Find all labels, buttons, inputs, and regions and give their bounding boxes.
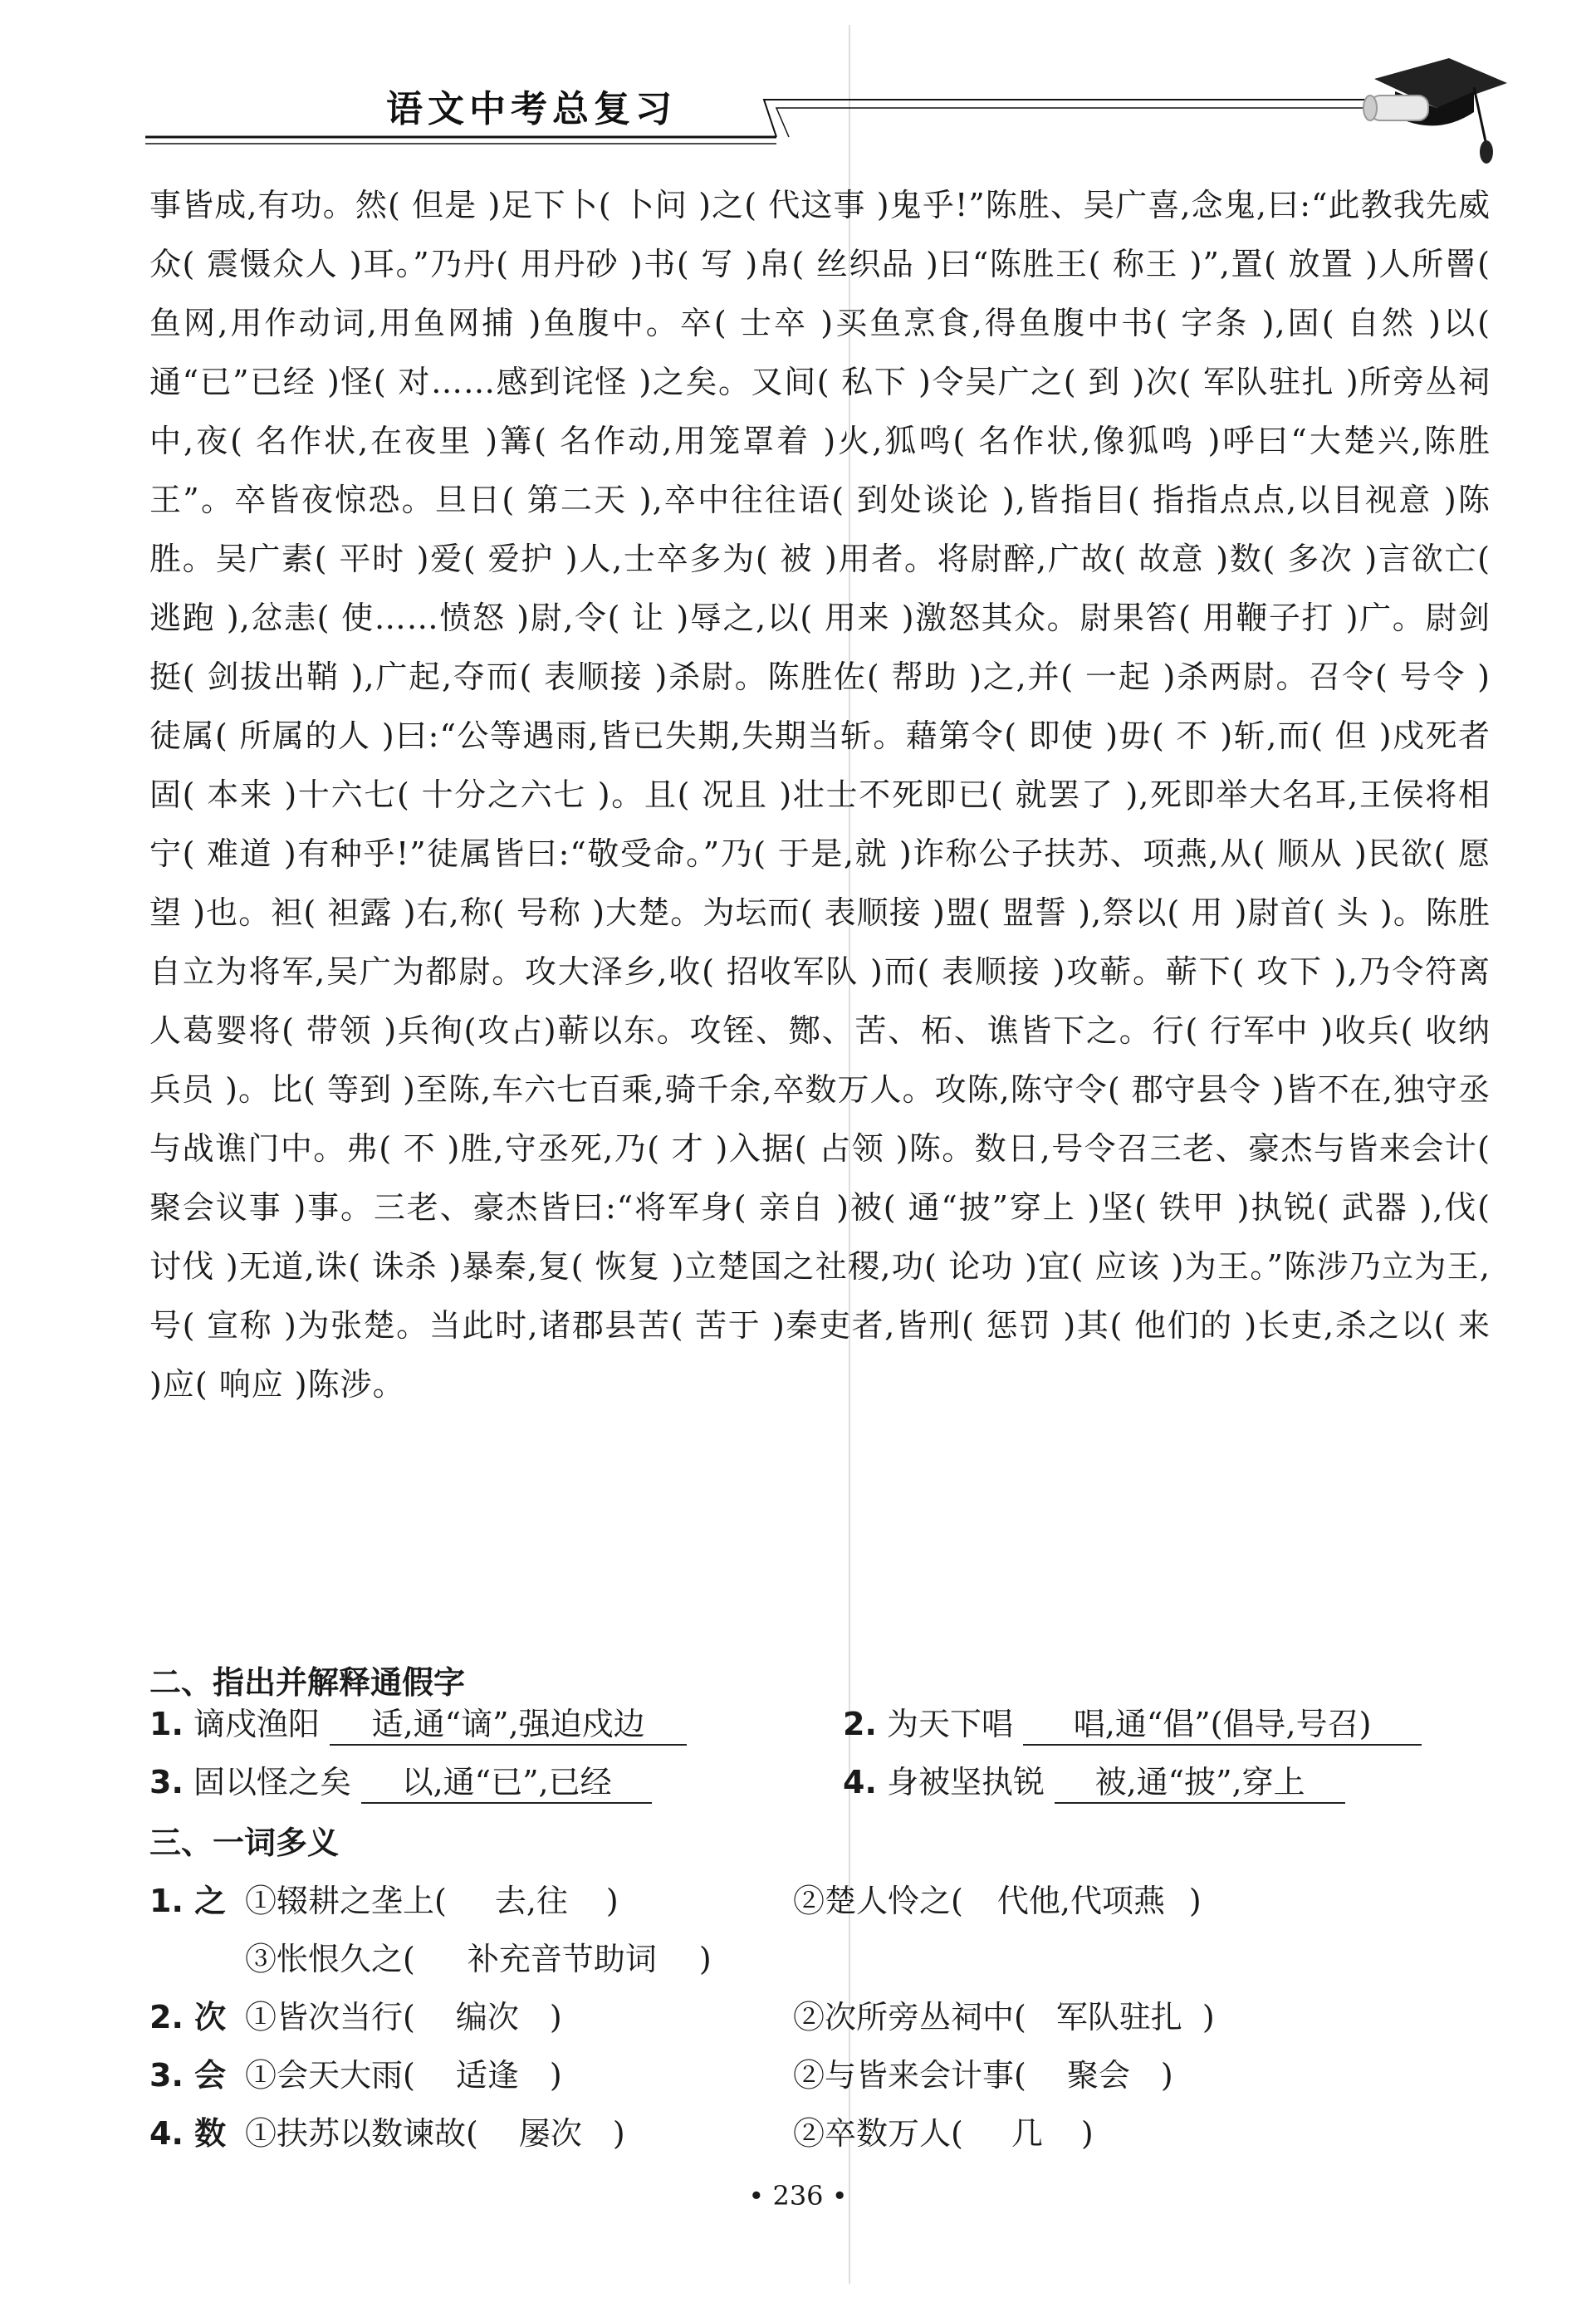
polysemy-3-a: 3. 会 ①会天大雨( 适逢 ) bbox=[149, 2057, 562, 2094]
polysemy-2-b: ②次所旁丛祠中( 军队驻扎 ) bbox=[793, 1999, 1215, 2035]
answer-blank: 被,通“披”,穿上 bbox=[1055, 1756, 1345, 1804]
graduation-cap-icon bbox=[1363, 58, 1507, 164]
tongjia-item-2: 2. 为天下唱 唱,通“倡”(倡导,号召) bbox=[843, 1698, 1422, 1746]
polysemy-4-b: ②卒数万人( 几 ) bbox=[793, 2115, 1094, 2152]
page-title: 语文中考总复习 bbox=[386, 88, 677, 130]
tongjia-item-4: 4. 身被坚执锐 被,通“披”,穿上 bbox=[843, 1756, 1345, 1804]
polysemy-3-b: ②与皆来会计事( 聚会 ) bbox=[793, 2057, 1173, 2094]
passage-paragraph: 事皆成,有功。然( 但是 )足下卜( 卜问 )之( 代这事 )鬼乎!”陈胜、吴广喜,念鬼,曰:“此教我先威众( 震慑众人 )耳。”乃丹( 用丹砂 )书( 写 )帛( 丝织品 )曰“陈胜王( 称王 )”,置( 放置 )人所罾( 鱼网,用作动词,用鱼网捕 )鱼腹中。卒( 士卒 )买鱼烹食,得鱼腹中书( 字条 ),固( 自然 )以( 通“已”已经 )怪( 对……感到诧怪 )之矣。又间( 私下 )令吴广之( 到 )次( 军队驻扎 )所旁丛祠中,夜( 名作状,在夜里 )篝( 名作动,用笼罩着 )火,狐鸣( 名作状,像狐鸣 )呼曰“大楚兴,陈胜王”。卒皆夜惊恐。旦日( 第二天 ),卒中往往语( 到处谈论 ),皆指目( 指指点点,以目视意 )陈胜。吴广素( 平时 )爱( 爱护 )人,士卒多为( 被 )用者。将尉醉,广故( 故意 )数( 多次 )言欲亡( 逃跑 ),忿恚( 使……愤怒 )尉,令( 让 )辱之,以( 用来 )激怒其众。尉果笞( 用鞭子打 )广。尉剑挺( 剑拔出鞘 ),广起,夺而( 表顺接 )杀尉。陈胜佐( 帮助 )之,并( 一起 )杀两尉。召令( 号令 )徒属( 所属的人 )曰:“公等遇雨,皆已失期,失期当斩。藉第令( 即使 )毋( 不 )斩,而( 但 )戍死者固( 本来 )十六七( 十分之六七 )。且( 况且 )壮士不死即已( 就罢了 ),死即举大名耳,王侯将相宁( 难道 )有种乎!”徒属皆曰:“敬受命。”乃( 于是,就 )诈称公子扶苏、项燕,从( 顺从 )民欲( 愿望 )也。袒( 袒露 )右,称( 号称 )大楚。为坛而( 表顺接 )盟( 盟誓 ),祭以( 用 )尉首( 头 )。陈胜自立为将军,吴广为都尉。攻大泽乡,收( 招收军队 )而( 表顺接 )攻蕲。蕲下( 攻下 ),乃令符离人葛婴将( 带领 )兵徇(攻占)蕲以东。攻铚、酂、苦、柘、谯皆下之。行( 行军中 )收兵( 收纳兵员 )。比( 等到 )至陈,车六七百乘,骑千余,卒数万人。攻陈,陈守令( 郡守县令 )皆不在,独守丞与战谯门中。弗( 不 )胜,守丞死,乃( 才 )入据( 占领 )陈。数日,号令召三老、豪杰与皆来会计( 聚会议事 )事。三老、豪杰皆曰:“将军身( 亲自 )被( 通“披”穿上 )坚( 铁甲 )执锐( 武器 ),伐( 讨伐 )无道,诛( 诛杀 )暴秦,复( 恢复 )立楚国之社稷,功( 论功 )宜( 应该 )为王。”陈涉乃立为王,号( 宣称 )为张楚。当此时,诸郡县苦( 苦于 )秦吏者,皆刑( 惩罚 )其( 他们的 )长吏,杀之以( 来 )应( 响应 )陈涉。 bbox=[149, 187, 1491, 1403]
answer-blank: 适,通“谪”,强迫戍边 bbox=[330, 1698, 687, 1746]
polysemy-2-a: 2. 次 ①皆次当行( 编次 ) bbox=[149, 1999, 562, 2035]
polysemy-1-c: ③怅恨久之( 补充音节助词 ) bbox=[245, 1941, 712, 1977]
polysemy-1-b: ②楚人怜之( 代他,代项燕 ) bbox=[793, 1883, 1202, 1919]
passage-text bbox=[149, 176, 1491, 1414]
polysemy-1-a: 1. 之 ①辍耕之垄上( 去,往 ) bbox=[149, 1883, 619, 1919]
answer-blank: 以,通“已”,已经 bbox=[361, 1756, 652, 1804]
page-number: • 236 • bbox=[748, 2180, 848, 2212]
page-header bbox=[145, 46, 1507, 170]
header-decoration bbox=[145, 46, 1507, 170]
tongjia-item-1: 1. 谪戍渔阳 适,通“谪”,强迫戍边 bbox=[149, 1698, 687, 1746]
section-title-polysemy: 三、一词多义 bbox=[149, 1825, 340, 1861]
answer-blank: 唱,通“倡”(倡导,号召) bbox=[1023, 1698, 1422, 1746]
polysemy-4-a: 4. 数 ①扶苏以数谏故( 屡次 ) bbox=[149, 2115, 625, 2152]
tongjia-item-3: 3. 固以怪之矣 以,通“已”,已经 bbox=[149, 1756, 652, 1804]
section-title-tongjia: 二、指出并解释通假字 bbox=[149, 1664, 466, 1701]
